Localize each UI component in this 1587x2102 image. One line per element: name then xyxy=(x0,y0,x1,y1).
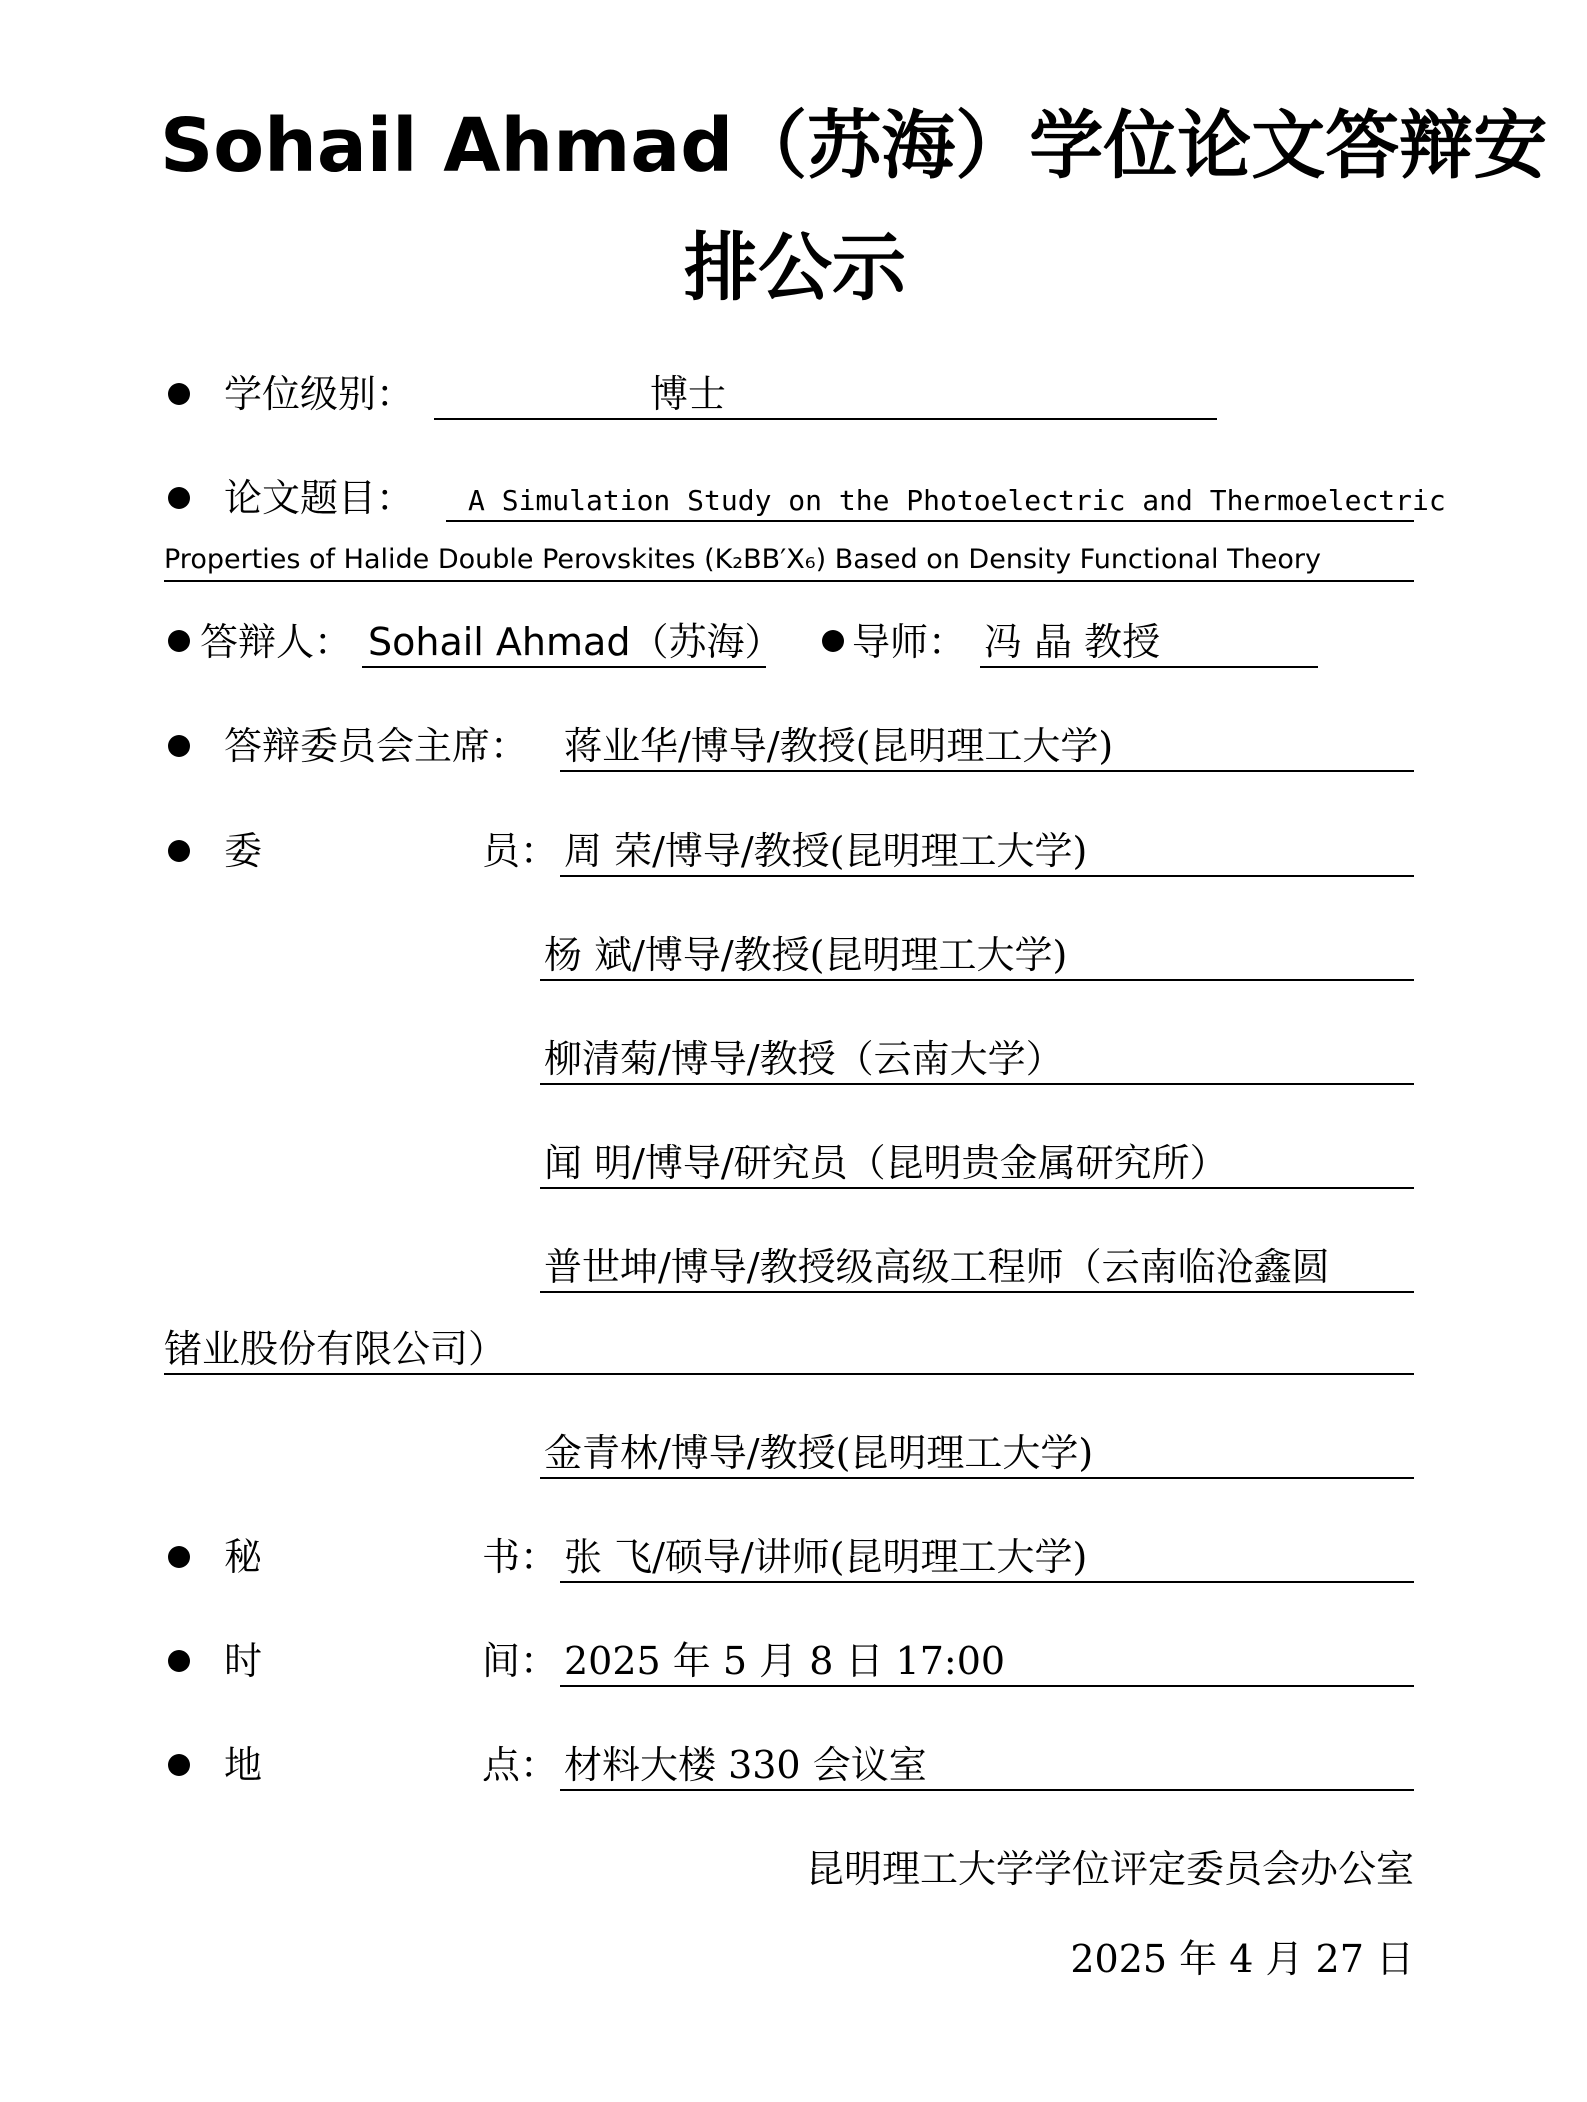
secretary-label-left: 秘 xyxy=(224,1535,263,1579)
member-underline xyxy=(164,1373,1414,1375)
member-underline xyxy=(540,1083,1414,1085)
member-underline xyxy=(540,1291,1414,1293)
advisor-label: 导师： xyxy=(852,620,967,664)
secretary-underline xyxy=(560,1581,1414,1583)
thesis-underline-2 xyxy=(164,580,1414,582)
chair-underline xyxy=(560,770,1414,772)
bullet-icon xyxy=(168,1754,190,1776)
thesis-underline-1 xyxy=(446,520,1414,522)
time-label-left: 时 xyxy=(224,1639,263,1683)
members-label-right: 员： xyxy=(482,829,559,873)
member-item: 柳清菊/博导/教授（云南大学） xyxy=(544,1037,1064,1081)
place-value: 材料大楼 330 会议室 xyxy=(564,1743,927,1787)
thesis-label: 论文题目： xyxy=(224,476,415,520)
defender-label: 答辩人： xyxy=(200,620,353,664)
time-label-right: 间： xyxy=(482,1639,559,1683)
thesis-title-line-2: Properties of Halide Double Perovskites (K₂BB′X₆) Based on Density Functional Theory xyxy=(164,544,1321,575)
bullet-icon xyxy=(168,1650,190,1672)
page-title-line-2: 排公示 xyxy=(684,225,906,311)
member-underline xyxy=(540,1187,1414,1189)
bullet-icon xyxy=(168,840,190,862)
secretary-label-right: 书： xyxy=(482,1535,559,1579)
page-title-line-1: Sohail Ahmad（苏海）学位论文答辩安 xyxy=(160,103,1548,189)
member-underline xyxy=(560,875,1414,877)
advisor-name: 冯 晶 教授 xyxy=(984,620,1161,664)
members-label-left: 委 xyxy=(224,829,263,873)
footer-date: 2025 年 4 月 27 日 xyxy=(1070,1937,1414,1981)
member-item: 杨 斌/博导/教授(昆明理工大学) xyxy=(544,933,1068,977)
time-underline xyxy=(560,1685,1414,1687)
footer-organization: 昆明理工大学学位评定委员会办公室 xyxy=(805,1847,1414,1891)
member-item: 闻 明/博导/研究员（昆明贵金属研究所） xyxy=(544,1141,1228,1185)
place-label-right: 点： xyxy=(482,1743,559,1787)
member-item: 周 荣/博导/教授(昆明理工大学) xyxy=(564,829,1088,873)
bullet-icon xyxy=(168,735,190,757)
member-item: 金青林/博导/教授(昆明理工大学) xyxy=(544,1431,1094,1475)
degree-label: 学位级别： xyxy=(224,372,415,416)
member-underline xyxy=(540,979,1414,981)
time-value: 2025 年 5 月 8 日 17:00 xyxy=(564,1639,1006,1683)
bullet-icon xyxy=(168,487,190,509)
place-label-left: 地 xyxy=(224,1743,263,1787)
place-underline xyxy=(560,1789,1414,1791)
bullet-icon xyxy=(168,630,190,652)
member-item: 普世坤/博导/教授级高级工程师（云南临沧鑫圆 xyxy=(544,1245,1330,1289)
chair-label: 答辩委员会主席： xyxy=(224,724,529,768)
secretary-value: 张 飞/硕导/讲师(昆明理工大学) xyxy=(564,1535,1088,1579)
degree-value: 博士 xyxy=(650,372,727,416)
thesis-title-line-1: A Simulation Study on the Photoelectric and Thermoelectric xyxy=(468,484,1446,517)
chair-value: 蒋业华/博导/教授(昆明理工大学) xyxy=(564,724,1114,768)
advisor-underline xyxy=(980,666,1318,668)
bullet-icon xyxy=(822,630,844,652)
bullet-icon xyxy=(168,1546,190,1568)
member-item-continuation: 锗业股份有限公司） xyxy=(164,1327,507,1371)
bullet-icon xyxy=(168,383,190,405)
degree-underline xyxy=(434,418,1217,420)
defender-underline xyxy=(362,666,766,668)
defender-name: Sohail Ahmad（苏海） xyxy=(368,620,783,664)
member-underline xyxy=(540,1477,1414,1479)
